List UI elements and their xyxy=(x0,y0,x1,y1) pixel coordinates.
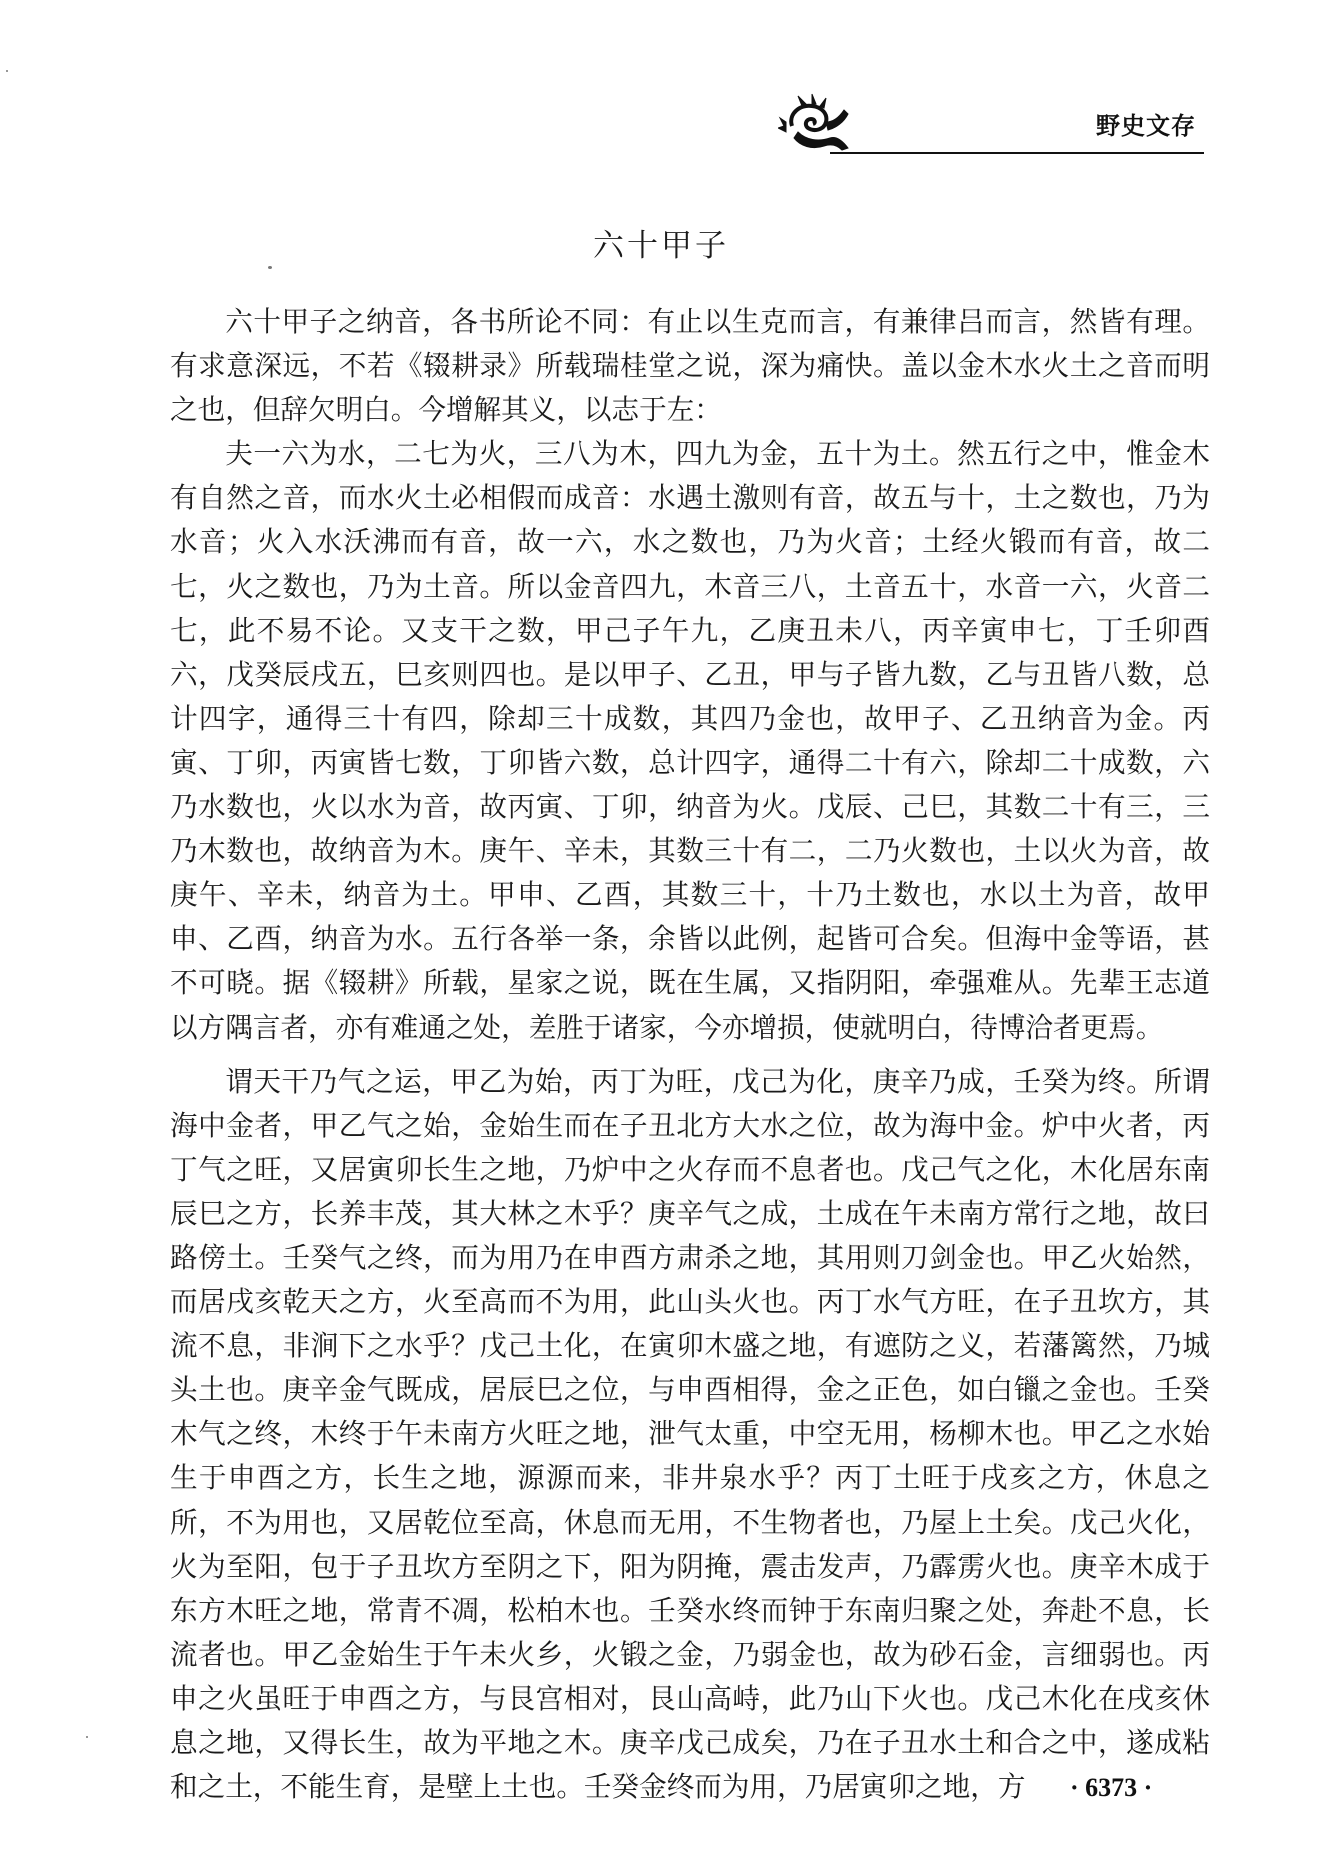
scan-speck xyxy=(268,266,272,269)
paragraph-stems: 谓天干乃气之运，甲乙为始，丙丁为旺，戊己为化，庚辛乃成，壬癸为终。所谓海中金者，甲乙气之始，金始生而在子丑北方大水之位，故为海中金。炉中火者，丙丁气之旺，又居寅卯长生之地，乃炉中之火存而不息者也。戊己气之化，木化居东南辰巳之方，长养丰茂，其大林之木乎？庚辛气之成，土成在午未南方常行之地，故曰路傍土。壬癸气之终，而为用乃在申酉方肃杀之地，其用则刀剑金也。甲乙火始然，而居戌亥乾天之方，火至高而不为用，此山头火也。丙丁水气方旺，在子丑坎方，其流不息，非涧下之水乎？戊己土化，在寅卯木盛之地，有遮防之义，若藩篱然，乃城头土也。庚辛金气既成，居辰巳之位，与申酉相得，金之正色，如白镴之金也。壬癸木气之终，木终于午未南方火旺之地，泄气太重，中空无用，杨柳木也。甲乙之水始生于申酉之方，长生之地，源源而来，非井泉水乎？丙丁土旺于戌亥之方，休息之所，不为用也，又居乾位至高，休息而无用，不生物者也，乃屋上土矣。戊己火化，火为至阳，包于子丑坎方至阴之下，阳为阴掩，震击发声，乃霹雳火也。庚辛木成于东方木旺之地，常青不凋，松柏木也。壬癸水终而钟于东南归聚之处，奔赴不息，长流者也。甲乙金始生于午未火乡，火锻之金，乃弱金也，故为砂石金，言细弱也。丙申之火虽旺于申酉之方，与艮宫相对，艮山高峙，此乃山下火也。戊己木化在戌亥休息之地，又得长生，故为平地之木。庚辛戊己成矣，乃在子丑水土和合之中，遂成粘和之土，不能生育，是壁上土也。壬癸金终而为用，乃居寅卯之地，方 xyxy=(170,1064,1210,1804)
chapter-title: 六十甲子 xyxy=(593,228,729,264)
header-divider xyxy=(830,152,1204,154)
page-number: · 6373 · xyxy=(1070,1773,1153,1802)
page-header xyxy=(778,92,1204,164)
scan-speck xyxy=(6,70,8,72)
dragon-emblem-icon xyxy=(778,92,854,156)
paragraph-numbers: 夫一六为水，二七为火，三八为木，四九为金，五十为土。然五行之中，惟金木有自然之音，而水火土必相假而成音：水遇土激则有音，故五与十，土之数也，乃为水音；火入水沃沸而有音，故一六，水之数也，乃为火音；土经火锻而有音，故二七，火之数也，乃为土音。所以金音四九，木音三八，土音五十，水音一六，火音二七，此不易不论。又支干之数，甲己子午九，乙庚丑未八，丙辛寅申七，丁壬卯酉六，戊癸辰戌五，巳亥则四也。是以甲子、乙丑，甲与子皆九数，乙与丑皆八数，总计四字，通得三十有四，除却三十成数，其四乃金也，故甲子、乙丑纳音为金。丙寅、丁卯，丙寅皆七数，丁卯皆六数，总计四字，通得二十有六，除却二十成数，六乃水数也，火以水为音，故丙寅、丁卯，纳音为火。戊辰、己巳，其数二十有三，三乃木数也，故纳音为木。庚午、辛未，其数三十有二，二乃火数也，土以火为音，故庚午、辛未，纳音为土。甲申、乙酉，其数三十，十乃土数也，水以土为音，故甲申、乙酉，纳音为水。五行各举一条，余皆以此例，起皆可合矣。但海中金等语，甚不可晓。据《辍耕》所载，星家之说，既在生属，又指阴阳，牵强难从。先辈王志道以方隅言者，亦有难通之处，差胜于诸家，今亦增损，使就明白，待博洽者更焉。 xyxy=(170,437,1210,1044)
paragraph-intro: 六十甲子之纳音，各书所论不同：有止以生克而言，有兼律吕而言，然皆有理。有求意深远，不若《辍耕录》所载瑞桂堂之说，深为痛快。盖以金木水火土之音而明之也，但辞欠明白。今增解其义，以志于左： xyxy=(170,305,1210,427)
scan-speck xyxy=(86,1736,88,1738)
body-text xyxy=(170,300,1210,1809)
running-header-title: 野史文存 xyxy=(1096,112,1196,140)
